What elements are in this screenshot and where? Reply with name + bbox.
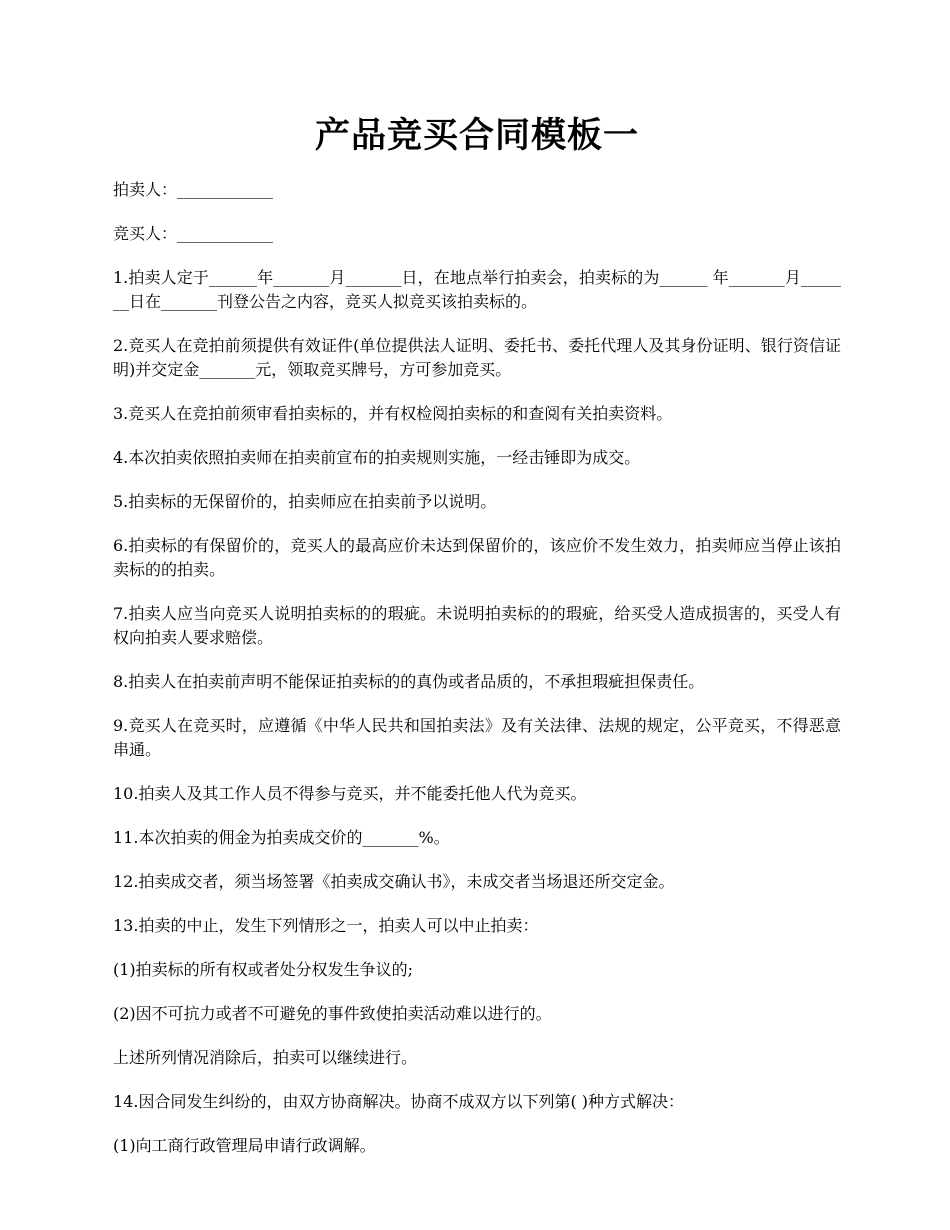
- bidder-line: 竞买人：____________: [113, 224, 274, 243]
- auctioneer-line: 拍卖人：____________: [113, 180, 274, 199]
- clause-11: 11.本次拍卖的佣金为拍卖成交价的_______%。: [113, 828, 450, 847]
- document-title: 产品竞买合同模板一: [314, 115, 639, 156]
- clause-4: 4.本次拍卖依照拍卖师在拍卖前宣布的拍卖规则实施，一经击锤即为成交。: [113, 448, 641, 467]
- clause-2: 2.竞买人在竞拍前须提供有效证件(单位提供法人证明、委托书、委托代理人及其身份证明、银行资信证明)并交定金_______元，领取竞买牌号，方可参加竞买。: [113, 336, 841, 379]
- clause-14: 14.因合同发生纠纷的，由双方协商解决。协商不成双方以下列第( )种方式解决：: [113, 1092, 685, 1111]
- clause-1: 1.拍卖人定于______年_______月_______日，在地点举行拍卖会，拍卖标的为______ 年_______月_______日在_______刊登公告之内容，竞买人拟竞买该拍卖标的。: [113, 268, 841, 311]
- clause-13: 13.拍卖的中止，发生下列情形之一，拍卖人可以中止拍卖：: [113, 916, 539, 935]
- clause-9: 9.竞买人在竞买时，应遵循《中华人民共和国拍卖法》及有关法律、法规的规定，公平竞买，不得恶意串通。: [113, 716, 841, 759]
- clause-13-item-2: (2)因不可抗力或者不可避免的事件致使拍卖活动难以进行的。: [113, 1004, 552, 1023]
- clause-14-item-1: (1)向工商行政管理局申请行政调解。: [113, 1136, 376, 1155]
- clause-13-note: 上述所列情况消除后，拍卖可以继续进行。: [113, 1048, 418, 1067]
- clause-6: 6.拍卖标的有保留价的，竞买人的最高应价未达到保留价的，该应价不发生效力，拍卖师应当停止该拍卖标的的拍卖。: [113, 536, 841, 579]
- clause-13-item-1: (1)拍卖标的所有权或者处分权发生争议的;: [113, 960, 414, 979]
- clause-12: 12.拍卖成交者，须当场签署《拍卖成交确认书》，未成交者当场退还所交定金。: [113, 872, 675, 891]
- clause-5: 5.拍卖标的无保留价的，拍卖师应在拍卖前予以说明。: [113, 492, 497, 511]
- clause-10: 10.拍卖人及其工作人员不得参与竞买，并不能委托他人代为竞买。: [113, 784, 587, 803]
- clause-3: 3.竞买人在竞拍前须审看拍卖标的，并有权检阅拍卖标的和查阅有关拍卖资料。: [113, 404, 673, 423]
- document-body: [113, 178, 841, 1178]
- clause-7: 7.拍卖人应当向竞买人说明拍卖标的的瑕疵。未说明拍卖标的的瑕疵，给买受人造成损害的，买受人有权向拍卖人要求赔偿。: [113, 604, 841, 647]
- clause-8: 8.拍卖人在拍卖前声明不能保证拍卖标的的真伪或者品质的，不承担瑕疵担保责任。: [113, 672, 705, 691]
